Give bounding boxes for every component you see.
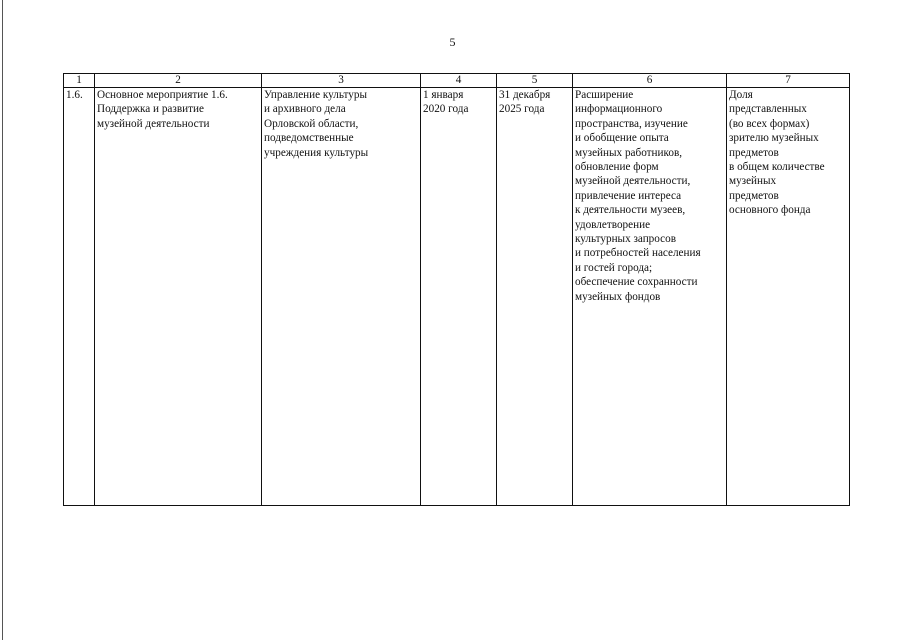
cell-text-line: Управление культуры [264, 89, 367, 101]
column-header-6: 6 [573, 74, 727, 88]
cell-text-line: и гостей города; [575, 261, 653, 274]
cell-executor [262, 88, 421, 506]
column-header-4: 4 [421, 74, 497, 88]
cell-text-line: учреждения культуры [264, 146, 369, 159]
cell-number [64, 88, 95, 506]
cell-text-line: удовлетворение [575, 218, 651, 231]
cell-text-line: пространства, изучение [575, 117, 688, 130]
cell-text-line: музейных работников, [575, 146, 683, 159]
cell-text-line: культурных запросов [575, 233, 676, 246]
cell-text-line: музейной деятельности [97, 117, 210, 130]
cell-text-line: обновление форм [575, 161, 659, 174]
cell-text-line: информационного [575, 103, 663, 116]
cell-text-line: музейных [729, 175, 777, 188]
cell-text-line: обеспечение сохранности [575, 276, 698, 289]
scan-left-edge-line [2, 0, 3, 640]
cell-text-line: и обобщение опыта [575, 132, 669, 145]
cell-text-line: к деятельности музеев, [575, 204, 686, 217]
cell-indicator [727, 88, 850, 506]
cell-text-line: Доля [729, 89, 753, 101]
column-header-2: 2 [95, 74, 262, 88]
cell-text-line: Орловской области, [264, 117, 359, 130]
cell-text-line: привлечение интереса [575, 189, 682, 202]
cell-text-line: подведомственные [264, 132, 354, 145]
column-header-3: 3 [262, 74, 421, 88]
cell-text-line: предметов [729, 146, 779, 159]
cell-text-line: Расширение [575, 89, 634, 101]
cell-end-date [497, 88, 573, 506]
cell-text-line: и потребностей населения [575, 247, 701, 260]
cell-text-line: представленных [729, 103, 807, 116]
cell-start-date [421, 88, 497, 506]
cell-text-line: в общем количестве [729, 161, 825, 174]
cell-text-line: 2025 года [499, 103, 545, 116]
program-table [63, 73, 850, 506]
column-header-7: 7 [727, 74, 850, 88]
cell-measure [95, 88, 262, 506]
table-row [64, 88, 850, 506]
table-header-row [64, 74, 850, 88]
cell-text-line: зрителю музейных [729, 132, 819, 145]
cell-expected-result [573, 88, 727, 506]
cell-text-line: 1.6. [66, 89, 83, 101]
cell-text-line: (во всех формах) [729, 117, 810, 130]
cell-text-line: 2020 года [423, 103, 469, 116]
cell-text-line: Основное мероприятие 1.6. [97, 89, 228, 101]
cell-text-line: 31 декабря [499, 89, 551, 101]
cell-text-line: предметов [729, 189, 779, 202]
cell-text-line: музейных фондов [575, 290, 661, 303]
cell-text-line: 1 января [423, 89, 464, 101]
cell-text-line: основного фонда [729, 204, 811, 217]
column-header-1: 1 [64, 74, 95, 88]
page-number: 5 [449, 35, 456, 49]
column-header-5: 5 [497, 74, 573, 88]
cell-text-line: музейной деятельности, [575, 175, 691, 188]
cell-text-line: Поддержка и развитие [97, 103, 204, 116]
cell-text-line: и архивного дела [264, 103, 346, 116]
